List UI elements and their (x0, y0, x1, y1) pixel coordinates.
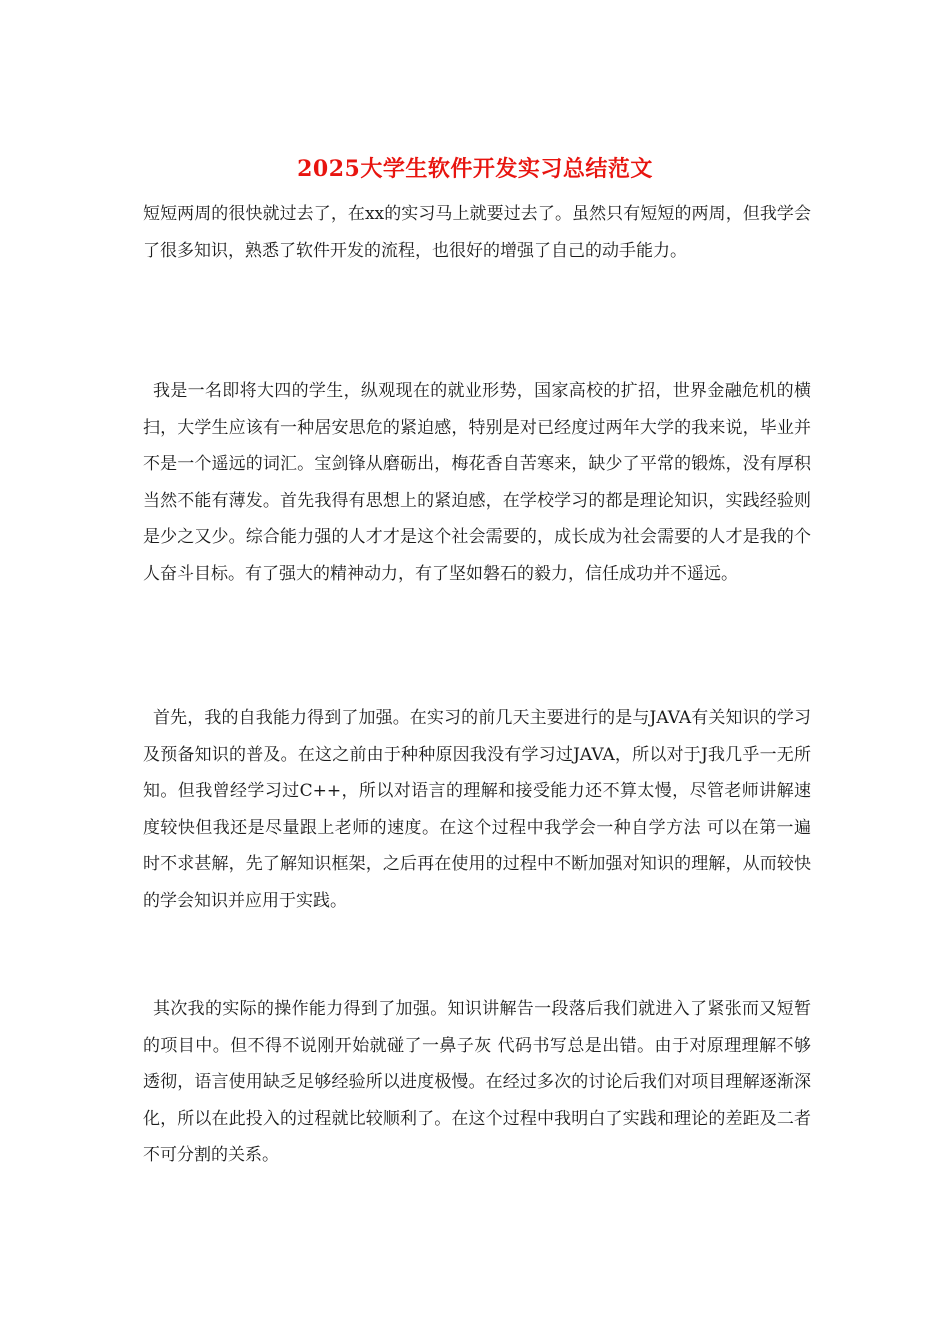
document-title: 2025大学生软件开发实习总结范文 (297, 156, 653, 182)
paragraph-motivation: 我是一名即将大四的学生，纵观现在的就业形势，国家高校的扩招，世界金融危机的横扫，大学生应该有一种居安思危的紧迫感，特别是对已经度过两年大学的我来说，毕业并不是一个遥远的词汇。宝剑锋从磨砺出，梅花香自苦寒来，缺少了平常的锻炼，没有厚积当然不能有薄发。首先我得有思想上的紧迫感，在学校学习的都是理论知识，实践经验则是少之又少。综合能力强的人才才是这个社会需要的，成长成为社会需要的人才是我的个人奋斗目标。有了强大的精神动力，有了坚如磐石的毅力，信任成功并不遥远。 (143, 381, 811, 584)
paragraph-intro: 短短两周的很快就过去了，在xx的实习马上就要过去了。虽然只有短短的两周，但我学会了很多知识，熟悉了软件开发的流程，也很好的增强了自己的动手能力。 (143, 204, 811, 261)
paragraph-practical-ability: 其次我的实际的操作能力得到了加强。知识讲解告一段落后我们就进入了紧张而又短暂的项目中。但不得不说刚开始就碰了一鼻子灰 代码书写总是出错。由于对原理理解不够透彻，语言使用缺乏足够经验所以进度极慢。在经过多次的讨论后我们对项目理解逐渐深化，所以在此投入的过程就比较顺利了。在这个过程中我明白了实践和理论的差距及二者不可分割的关系。 (143, 999, 811, 1165)
paragraph-self-learning: 首先，我的自我能力得到了加强。在实习的前几天主要进行的是与JAVA有关知识的学习及预备知识的普及。在这之前由于种种原因我没有学习过JAVA，所以对于J我几乎一无所知。但我曾经学习过C++，所以对语言的理解和接受能力还不算太慢，尽管老师讲解速度较快但我还是尽量跟上老师的速度。在这个过程中我学会一种自学方法 可以在第一遍时不求甚解，先了解知识框架，之后再在使用的过程中不断加强对知识的理解，从而较快的学会知识并应用于实践。 (143, 708, 811, 911)
